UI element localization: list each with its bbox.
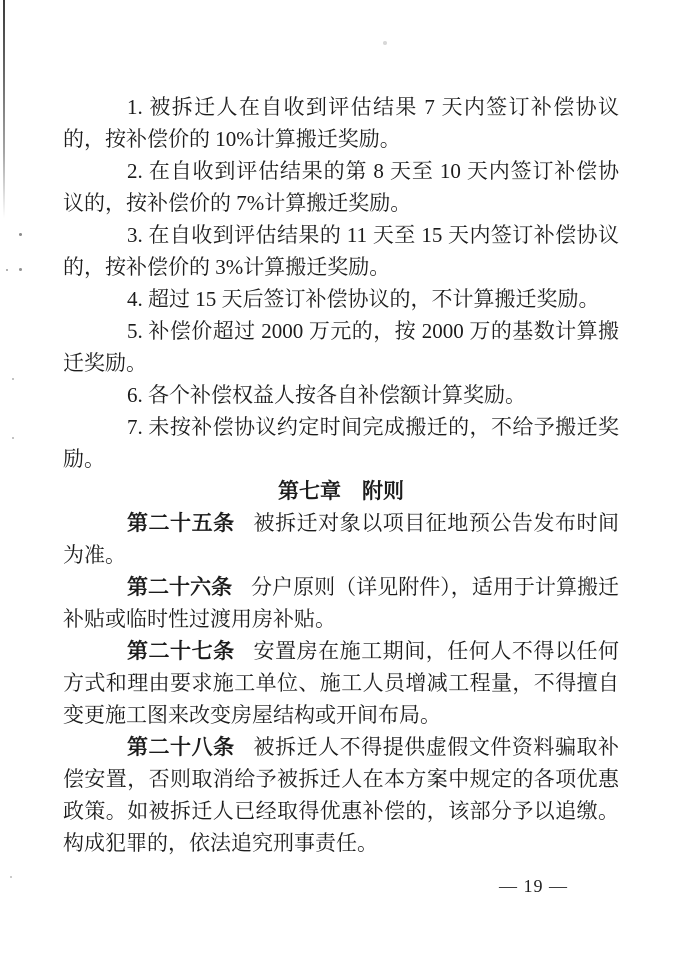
scan-artifact-speck	[19, 233, 22, 236]
list-item-7: 7. 未按补偿协议约定时间完成搬迁的，不给予搬迁奖励。	[63, 415, 619, 471]
list-item-6: 6. 各个补偿权益人按各自补偿额计算奖励。	[127, 383, 526, 407]
scan-artifact-speck	[6, 269, 8, 271]
article-26	[63, 571, 619, 635]
article-27-term: 第二十七条	[127, 639, 235, 663]
article-25	[63, 507, 619, 571]
article-27-text: 安置房在施工期间，任何人不得以任何方式和理由要求施工单位、施工人员增减工程量，不得擅自变更施工图来改变房屋结构或开间布局。	[63, 639, 620, 727]
scan-artifact-speck	[12, 437, 14, 439]
scan-artifact-speck	[383, 41, 387, 45]
article-28	[63, 731, 619, 859]
scan-artifact-speck	[10, 876, 12, 878]
article-26-text: 分户原则（详见附件），适用于计算搬迁补贴或临时性过渡用房补贴。	[63, 575, 620, 631]
article-25-term: 第二十五条	[127, 511, 235, 535]
list-item-1: 1. 被拆迁人在自收到评估结果 7 天内签订补偿协议的，按补偿价的 10%计算搬迁奖励。	[63, 95, 619, 151]
scan-artifact-edge-line	[3, 0, 5, 218]
scan-artifact-speck	[12, 378, 14, 380]
article-25-text: 被拆迁对象以项目征地预公告发布时间为准。	[63, 511, 620, 567]
list-item-5: 5. 补偿价超过 2000 万元的，按 2000 万的基数计算搬迁奖励。	[63, 319, 619, 375]
article-27	[63, 635, 619, 731]
list-item-2: 2. 在自收到评估结果的第 8 天至 10 天内签订补偿协议的，按补偿价的 7%计算搬迁奖励。	[63, 159, 619, 215]
article-28-text: 被拆迁人不得提供虚假文件资料骗取补偿安置，否则取消给予被拆迁人在本方案中规定的各项优惠政策。如被拆迁人已经取得优惠补偿的，该部分予以追缴。构成犯罪的，依法追究刑事责任。	[63, 735, 620, 855]
list-item-3: 3. 在自收到评估结果的 11 天至 15 天内签订补偿协议的，按补偿价的 3%计算搬迁奖励。	[63, 223, 619, 279]
article-26-term: 第二十六条	[127, 575, 233, 599]
chapter-heading: 第七章 附则	[278, 479, 404, 503]
list-item-4: 4. 超过 15 天后签订补偿协议的，不计算搬迁奖励。	[127, 287, 600, 311]
article-28-term: 第二十八条	[127, 735, 235, 759]
page-number: — 19 —	[499, 876, 568, 896]
scan-artifact-speck	[19, 268, 22, 271]
document-body	[63, 91, 619, 859]
